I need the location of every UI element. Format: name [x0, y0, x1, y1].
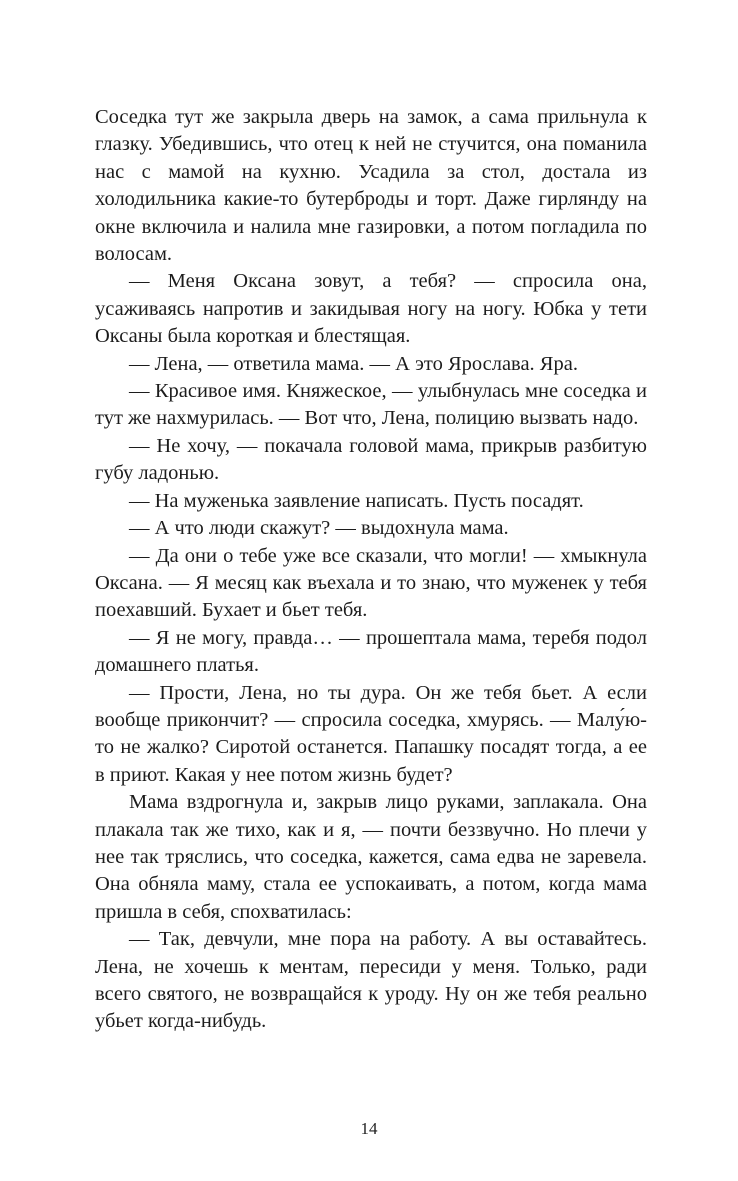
paragraph: — На муженька заявление написать. Пусть посадят.	[129, 489, 584, 512]
paragraph: Мама вздрогнула и, закрыв лицо руками, заплакала. Она плакала так же тихо, как и я, — почти беззвучно. Но плечи у нее так тряслись, что соседка, кажется, сама едва не заревела. Она обняла маму, стала ее успокаивать, а потом, когда мама пришла в себя, спохватилась:	[95, 791, 647, 923]
paragraph: — Так, девчули, мне пора на работу. А вы оставайтесь. Лена, не хочешь к ментам, пересиди у меня. Только, ради всего святого, не возвращайся к уроду. Ну он же тебя реально убьет когда-нибудь.	[95, 928, 647, 1033]
paragraph: — Не хочу, — покачала головой мама, прикрыв разбитую губу ладонью.	[95, 434, 647, 485]
page-number: 14	[360, 1119, 378, 1138]
paragraph: Соседка тут же закрыла дверь на замок, а сама прильнула к глазку. Убедившись, что отец к ней не стучится, она поманила нас с мамой на кухню. Усадила за стол, достала из холодильника какие-то бутерброды и торт. Даже гирлянду на окне включила и налила мне газировки, а потом погладила по волосам.	[95, 106, 647, 266]
paragraph: — Меня Оксана зовут, а тебя? — спросила она, усаживаясь напротив и закидывая ногу на ногу. Юбка у тети Оксаны была короткая и блестящая.	[95, 270, 647, 348]
paragraph: — Прости, Лена, но ты дура. Он же тебя бьет. А если вообще прикончит? — спросила соседка, хмурясь. — Малу́ю-то не жалко? Сиротой останется. Папашку посадят тогда, а ее в приют. Какая у нее потом жизнь будет?	[95, 681, 647, 786]
paragraph: — Лена, — ответила мама. — А это Ярослава. Яра.	[129, 352, 578, 375]
paragraph: — Красивое имя. Княжеское, — улыбнулась мне соседка и тут же нахмурилась. — Вот что, Лена, полицию вызвать надо.	[95, 380, 647, 430]
paragraph: — А что люди скажут? — выдохнула мама.	[129, 517, 509, 540]
page-text	[95, 104, 647, 1036]
paragraph: — Я не могу, правда… — прошептала мама, теребя подол домашнего платья.	[95, 626, 647, 677]
paragraph: — Да они о тебе уже все сказали, что могли! — хмыкнула Оксана. — Я месяц как въехала и то знаю, что муженек у тебя поехавший. Бухает и бьет тебя.	[95, 544, 647, 622]
